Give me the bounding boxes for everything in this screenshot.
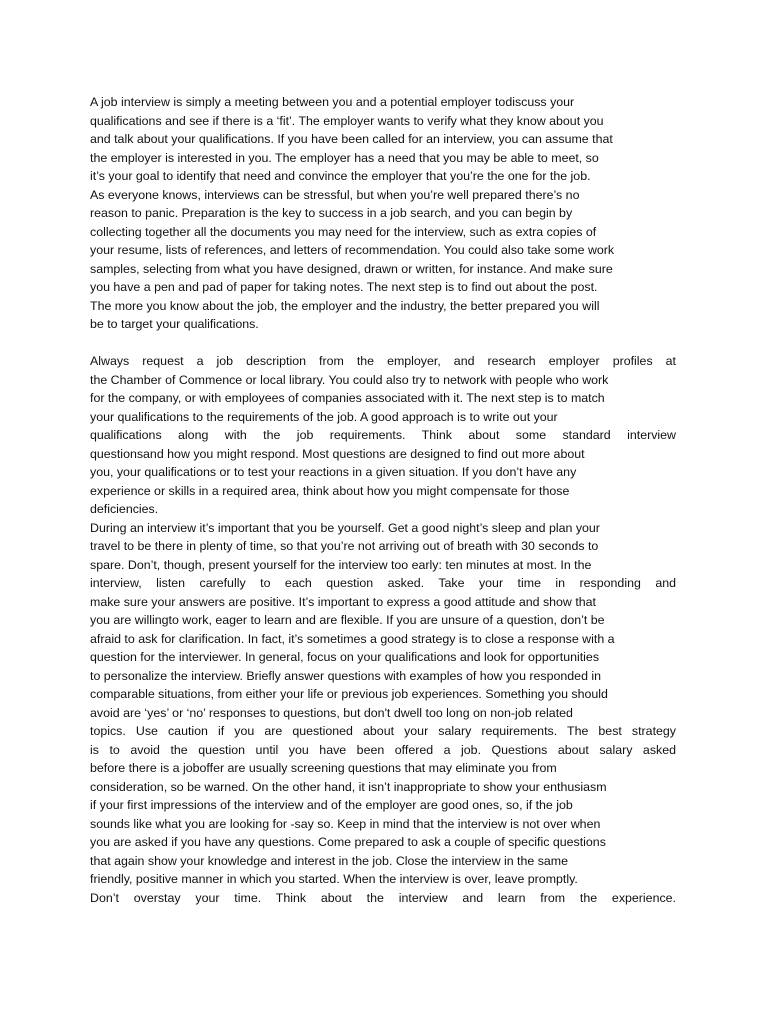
document-body xyxy=(90,93,676,907)
text-line: deficiencies. xyxy=(90,502,159,516)
text-line: reason to panic. Preparation is the key to success in a job search, and you can begin by xyxy=(90,206,573,220)
text-line: sounds like what you are looking for -say so. Keep in mind that the interview is not over when xyxy=(90,816,601,831)
text-line: Don’t overstay your time. Think about the interview and learn from the experience. xyxy=(90,890,676,905)
text-line: friendly, positive manner in which you started. When the interview is over, leave promptly. xyxy=(90,872,578,886)
paragraph-2 xyxy=(90,352,676,519)
text-line: you, your qualifications or to test your reactions in a given situation. If you don’t have any xyxy=(90,465,577,479)
text-line: make sure your answers are positive. It’s important to express a good attitude and show that xyxy=(90,594,596,609)
text-line: it’s your goal to identify that need and convince the employer that you’re the one for the job. xyxy=(90,169,591,183)
text-line: A job interview is simply a meeting between you and a potential employer todiscuss your xyxy=(90,95,575,109)
text-line: you have a pen and pad of paper for taking notes. The next step is to find out about the post. xyxy=(90,280,598,294)
text-line: comparable situations, from either your life or previous job experiences. Something you should xyxy=(90,687,608,701)
text-line: if your first impressions of the interview and of the employer are good ones, so, if the job xyxy=(90,798,573,812)
text-line: afraid to ask for clarification. In fact, it’s sometimes a good strategy is to close a response with a xyxy=(90,631,615,646)
text-line: interview, listen carefully to each question asked. Take your time in responding and xyxy=(90,576,676,590)
text-line: qualifications and see if there is a ‘fit’. The employer wants to verify what they know about you xyxy=(90,113,604,128)
text-line: for the company, or with employees of companies associated with it. The next step is to match xyxy=(90,391,605,405)
text-line: question for the interviewer. In general, focus on your qualifications and look for opportunities xyxy=(90,650,600,664)
paragraph-3 xyxy=(90,519,676,908)
text-line: consideration, so be warned. On the other hand, it isn’t inappropriate to show your enthusiasm xyxy=(90,779,607,794)
text-line: be to target your qualifications. xyxy=(90,317,259,331)
text-line: questionsand how you might respond. Most questions are designed to find out more about xyxy=(90,446,585,461)
text-line: is to avoid the question until you have been offered a job. Questions about salary asked xyxy=(90,742,676,757)
text-line: you are asked if you have any questions. Come prepared to ask a couple of specific questions xyxy=(90,835,606,849)
text-line: During an interview it’s important that you be yourself. Get a good night’s sleep and plan your xyxy=(90,520,600,535)
text-line: your qualifications to the requirements of the job. A good approach is to write out your xyxy=(90,409,558,424)
text-line: and talk about your qualifications. If you have been called for an interview, you can assume that xyxy=(90,132,613,146)
text-line: to personalize the interview. Briefly answer questions with examples of how you responded in xyxy=(90,668,602,683)
text-line: Always request a job description from the employer, and research employer profiles at xyxy=(90,354,676,368)
text-line: spare. Don’t, though, present yourself for the interview too early: ten minutes at most. In the xyxy=(90,557,592,572)
text-line: As everyone knows, interviews can be stressful, but when you’re well prepared there’s no xyxy=(90,187,580,202)
text-line: collecting together all the documents you may need for the interview, such as extra copies of xyxy=(90,224,597,239)
text-line: The more you know about the job, the employer and the industry, the better prepared you will xyxy=(90,298,600,313)
text-line: travel to be there in plenty of time, so that you’re not arriving out of breath with 30 seconds to xyxy=(90,539,599,553)
paragraph-1 xyxy=(90,93,676,334)
text-line: that again show your knowledge and interest in the job. Close the interview in the same xyxy=(90,853,569,868)
text-line: before there is a joboffer are usually screening questions that may eliminate you from xyxy=(90,761,557,775)
text-line: qualifications along with the job requirements. Think about some standard interview xyxy=(90,428,676,442)
paragraph-spacer xyxy=(90,334,676,353)
text-line: you are willingto work, eager to learn and are flexible. If you are unsure of a question, don’t be xyxy=(90,613,605,627)
text-line: samples, selecting from what you have designed, drawn or written, for instance. And make sure xyxy=(90,261,613,276)
text-line: your resume, lists of references, and letters of recommendation. You could also take some work xyxy=(90,243,615,257)
text-line: experience or skills in a required area, think about how you might compensate for those xyxy=(90,483,570,498)
text-line: avoid are ‘yes’ or ‘no’ responses to questions, but don't dwell too long on non-job related xyxy=(90,705,573,720)
text-line: the Chamber of Commence or local library. You could also try to network with people who work xyxy=(90,372,609,387)
text-line: the employer is interested in you. The employer has a need that you may be able to meet, so xyxy=(90,150,599,165)
text-line: topics. Use caution if you are questioned about your salary requirements. The best strategy xyxy=(90,724,676,738)
